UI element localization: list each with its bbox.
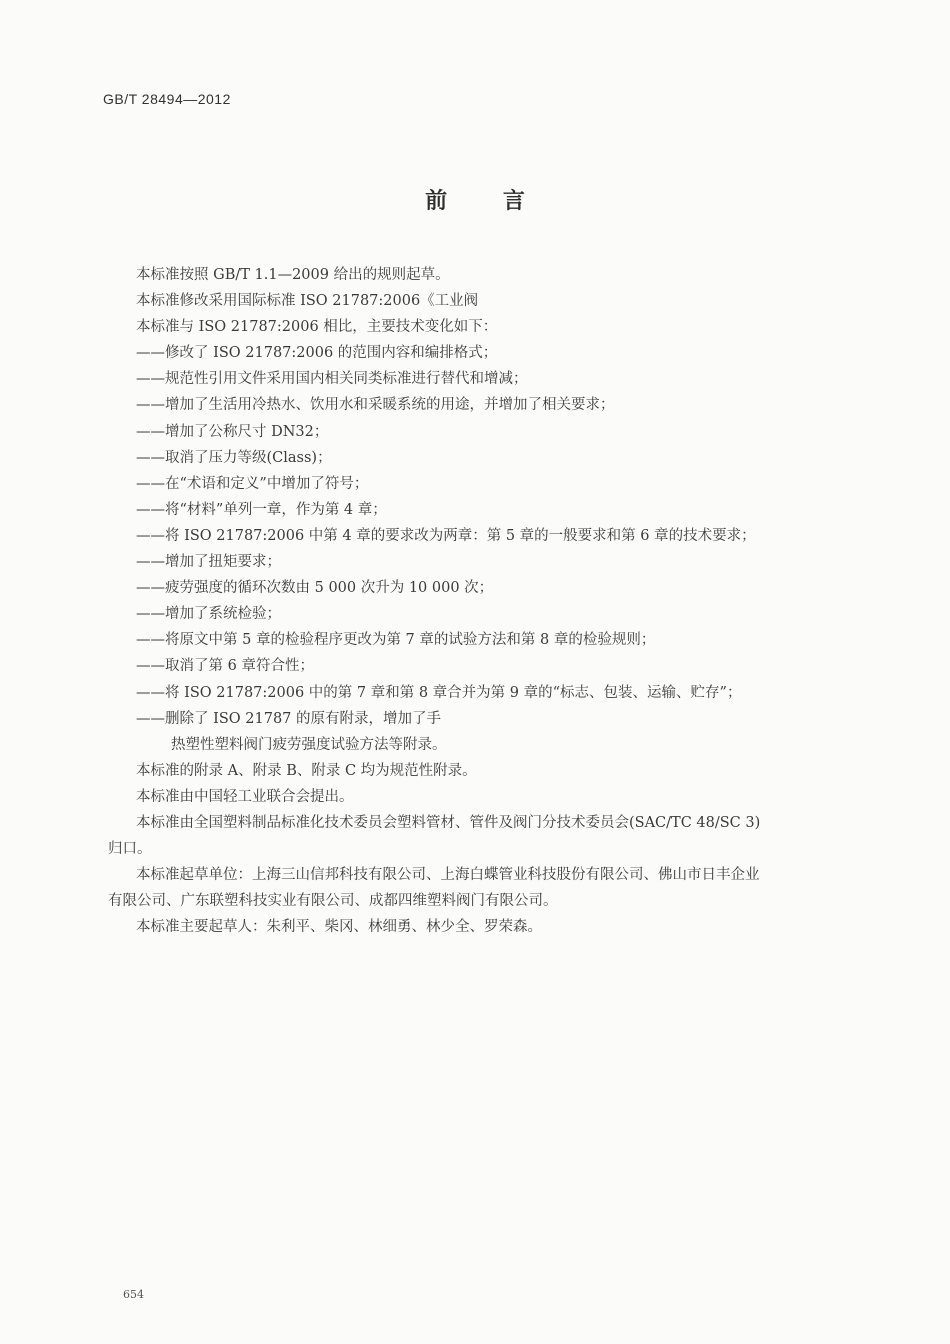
change-list-item: ——增加了公称尺寸 DN32；: [136, 423, 329, 440]
paragraph-line: 本标准由全国塑料制品标准化技术委员会塑料管材、管件及阀门分技术委员会(SAC/TC 48/SC 3): [136, 814, 761, 831]
paragraph-line: 本标准起草单位：上海三山信邦科技有限公司、上海白蝶管业科技股份有限公司、佛山市日丰企业: [136, 867, 760, 884]
paragraph-line: 本标准与 ISO 21787:2006 相比，主要技术变化如下：: [136, 319, 498, 336]
change-list-item: ——疲劳强度的循环次数由 5 000 次升为 10 000 次；: [136, 580, 494, 597]
foreword-body: [108, 262, 868, 940]
change-list-item: ——增加了扭矩要求；: [136, 554, 281, 571]
paragraph-line: 本标准由中国轻工业联合会提出。: [136, 788, 354, 805]
change-list-item: ——取消了压力等级(Class)；: [136, 449, 332, 466]
change-list-item: ——将“材料”单列一章，作为第 4 章；: [136, 501, 387, 518]
page-title: [0, 184, 950, 215]
page-number: 654: [123, 1288, 144, 1301]
title-char-2: 言: [502, 189, 525, 214]
change-list-item: ——在“术语和定义”中增加了符号；: [136, 475, 369, 492]
paragraph-line: 本标准主要起草人：朱利平、柴冈、林细勇、林少全、罗荣森。: [136, 919, 542, 936]
title-char-1: 前: [425, 189, 448, 214]
paragraph-line: 有限公司、广东联塑科技实业有限公司、成都四维塑料阀门有限公司。: [108, 893, 558, 910]
change-list-item: ——删除了 ISO 21787 的原有附录，增加了手: [136, 710, 442, 727]
change-list-item: ——将 ISO 21787:2006 中第 4 章的要求改为两章：第 5 章的一般要求和第 6 章的技术要求；: [136, 527, 756, 544]
change-list-item: ——取消了第 6 章符合性；: [136, 658, 314, 675]
change-list-item: ——增加了系统检验；: [136, 606, 281, 623]
paragraph-line: 本标准的附录 A、附录 B、附录 C 均为规范性附录。: [136, 762, 477, 779]
standard-code: GB/T 28494—2012: [103, 91, 231, 107]
change-list-item: ——修改了 ISO 21787:2006 的范围内容和编排格式；: [136, 345, 498, 362]
change-list-item: ——将 ISO 21787:2006 中的第 7 章和第 8 章合并为第 9 章的“标志、包装、运输、贮存”；: [136, 684, 742, 701]
paragraph-line: 本标准修改采用国际标准 ISO 21787:2006《工业阀: [136, 293, 479, 310]
paragraph-line: 热塑性塑料阀门疲劳强度试验方法等附录。: [171, 736, 447, 753]
paragraph-line: 归口。: [108, 841, 152, 858]
paragraph-line: 本标准按照 GB/T 1.1—2009 给出的规则起草。: [136, 267, 450, 283]
change-list-item: ——规范性引用文件采用国内相关同类标准进行替代和增减；: [136, 371, 528, 388]
change-list-item: ——增加了生活用冷热水、饮用水和采暖系统的用途，并增加了相关要求；: [136, 397, 615, 414]
change-list-item: ——将原文中第 5 章的检验程序更改为第 7 章的试验方法和第 8 章的检验规则；: [136, 632, 656, 649]
